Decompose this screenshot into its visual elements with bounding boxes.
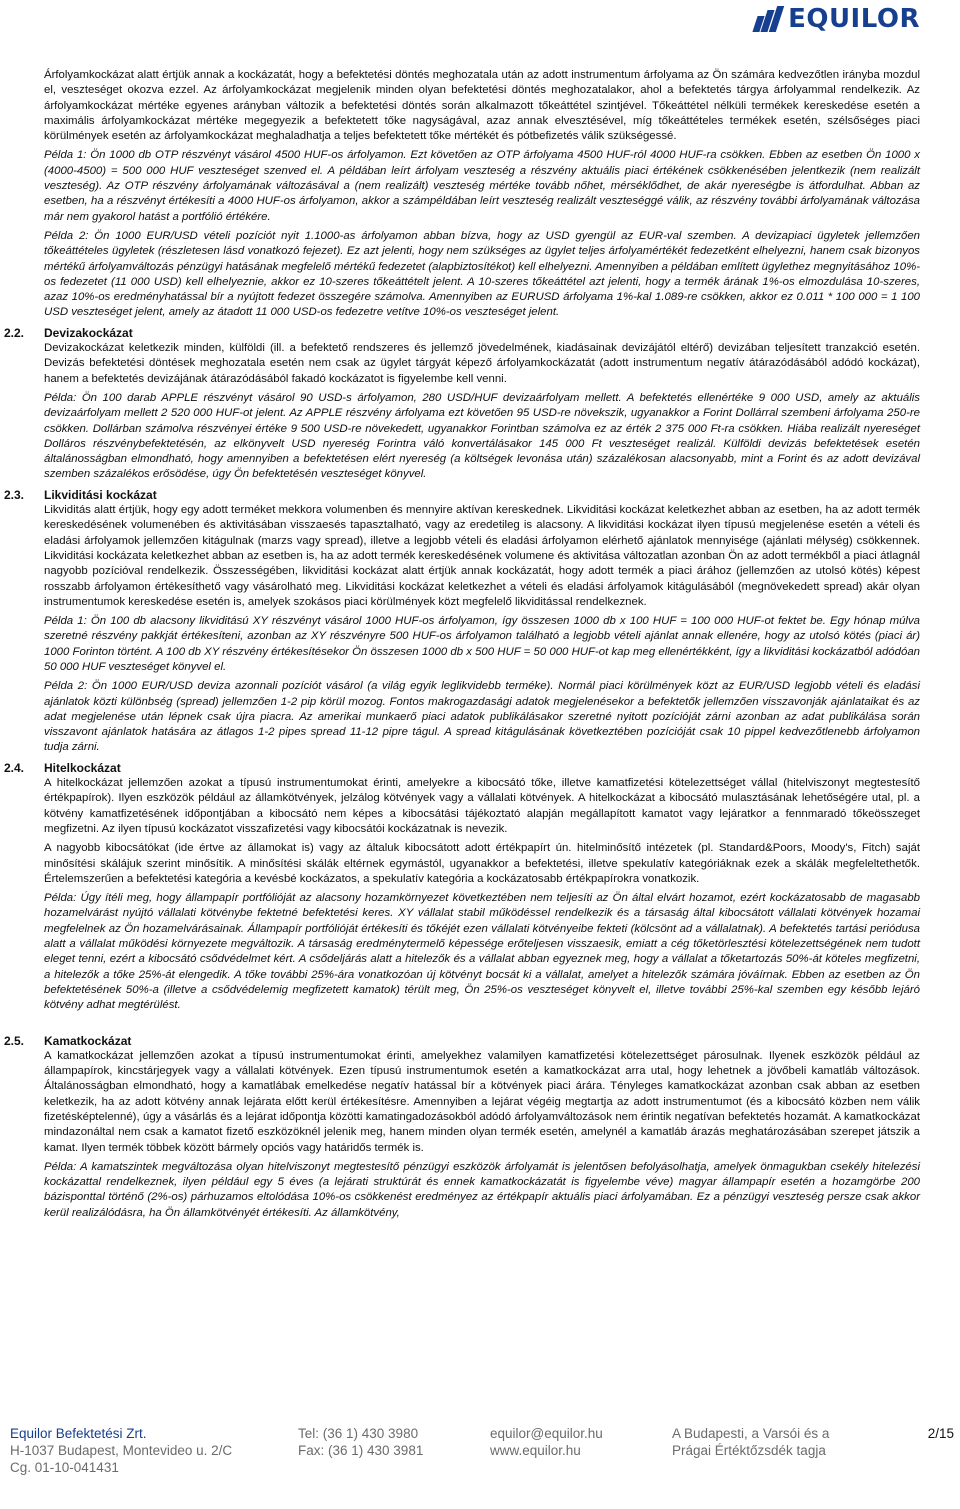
example-paragraph: Példa: Úgy ítéli meg, hogy állampapír portfólióját az alacsony hozamkörnyezet következtében nem teljesíti az Ön által elvárt hozamot, ezért kockázatosabb de magasabb hozamelvárást nyújtó vállalati kötvénybe fektetné befektetési keres. XY vállalat stabil működéssel rendelkezik és a társaság által kibocsátott vállalati kötvények hozamai megfelelnek az Ön hozamelvárásainak. Állampapír portfólióját értékesíti és tőkéjét ezen vállalati kötvényeibe fekteti (kölcsönt ad a vállalatnak). A befektetés tartási periódusa alatt a vállalat működési környezete megváltozik. A társaság eredménytermelő képessége erőteljesen visszaesik, emiatt a cég tőketörlesztési kötelezettségének nem tudott eleget tenni, ezért a kibocsátó csődvédelmet kért. A csődeljárás alatt a hitelezők és a vállalat abban egyeznek meg, hogy a vállalat a tőketartozás 50%-át köteles megfizetni, a hitelezők a tőke 25%-át elengedik. A tőke további 25%-ára vonatkozóan új kötvényt bocsát ki a vállalat, amelyet a hitelezők számára jóváírnak. Ebben az esetben az Ön befektetésének 50%-a (illetve a csődvédelemig megfizetett kamatok) térült meg, Ön 25%-os veszteséget könyvelt el, illetve további 25%-kal szemben egy később lejáró kötvény adhat megtérülést. bbox=[44, 892, 920, 1012]
footer-registration: Cg. 01-10-041431 bbox=[10, 1460, 119, 1475]
footer-tel: Tel: (36 1) 430 3980 bbox=[298, 1426, 419, 1441]
intro-paragraph: Árfolyamkockázat alatt értjük annak a kockázatát, hogy a befektetési döntés meghozatala után az adott instrumentum árfolyama az Ön számára kedvezőtlen irányba mozdul el, veszteséget okozva ezzel. Az árfolyamkockázat megjelenik minden olyan befektetési döntés meghozatalakor, ahol a befektetés tárgya árfolyammal rendelkezik. Az árfolyamkockázat mértéke egyenes arányban változik a befektetési döntés során alkalmazott tőkeáttétel szintjével. Tőkeáttétel nélküli termékek kereskedése esetén a maximális árfolyamkockázat mértéke megegyezik a befektetett tőke nagyságával, azaz annak elvesztésével, míg tőkeáttételes termékek esetén, szélsőséges piaci körülmények esetén az árfolyamkockázat meghaladhatja a teljes befektetett tőke mértékét és pótbefizetés válik szükségessé. bbox=[44, 69, 920, 143]
example-paragraph: Példa: A kamatszintek megváltozása olyan hitelviszonyt megtestesítő pénzügyi eszközök árfolyamát is jelentősen befolyásolhatja, amelyek önmagukban csekély hitelezési kockázattal rendelkeznek, ilyen például egy 5 éves (a lejárati struktúrát és ennek kamatkockázatát is figyelembe véve) magyar állampapír esetén a hozamgörbe 200 bázisponttal történő (2%-os) párhuzamos eltolódása 10%-os csökkenést eredményez az értékpapír aktuális piaci árfolyamában. Ez a pénzügyi veszteség persze csak akkor kerül realizálódásra, ha Ön államkötvényét értékesíti. Az államkötvény, bbox=[44, 1160, 920, 1219]
example-paragraph: Példa 1: Ön 100 db alacsony likviditású XY részvényt vásárol 1000 HUF-os árfolyamon, így összesen 1000 db x 100 HUF = 100 000 HUF-ot fektet be. Egy hónap múlva szeretné részvény pakkját értékesíteni, azonban az XY részvényre 500 HUF-os árfolyamon található a legjobb vételi ajánlat annak ellenére, hogy az utolsó kötés (piaci ár) 1000 Forinton történt. A 100 db XY részvény értékesítésekor Ön összesen 1000 db x 500 HUF = 50 000 HUF-ot kap meg ellenértékként, így a likviditási kockázatból adódóan 50 000 HUF veszteséget könyvel el. bbox=[44, 615, 920, 673]
section-2-4 bbox=[0, 761, 960, 1018]
page-footer bbox=[0, 1425, 960, 1509]
footer-website[interactable]: www.equilor.hu bbox=[490, 1443, 581, 1458]
section-title: Likviditási kockázat bbox=[44, 487, 157, 502]
section-paragraph: A nagyobb kibocsátókat (ide értve az államokat is) vagy az általuk kibocsátott adott értékpapírt ún. hitelminősítő intézetek (pl. Standard&Poors, Moody's, Fitch) saját minősítési skálájuk szerint minősítik. A minősítési skálák eltérnek egymástól, ugyanakkor a befektetési, illetve spekulatív kategóriáknak ezek a skálák megfeleltethetők. Értelemszerűen a befektetési kategória a kevésbé kockázatos, a spekulatív kategória a kockázatosabb értékpapírokra vonatkozik. bbox=[44, 842, 920, 885]
footer-company-block bbox=[10, 1425, 232, 1476]
footer-contact-block bbox=[490, 1425, 603, 1459]
footer-phone-block bbox=[298, 1425, 423, 1459]
section-title: Kamatkockázat bbox=[44, 1033, 132, 1048]
section-paragraph: Likviditás alatt értjük, hogy egy adott terméket mekkora volumenben és mennyire aktívan kereskednek. Likviditási kockázat keletkezhet abban az esetben, ha az adott termék kereskedésének volumenében és aktivitásában visszaesés tapasztalható, vagy az eredetileg is alacsony. A likviditási kockázat ilyen típusú megjelenése esetén a vételi és eladási árfolyamok jellemzően kitágulnak (marzs vagy spread), illetve a legjobb vételi és eladási árfolyamon elérhető ajánlatok mennyisége (ajánlati mélység) csökkennek. Likviditási kockázata keletkezhet abban az esetben is, ha az adott termék kereskedésének volumene és aktivitása változatlan azonban Ön az adott termékből a piaci átlagnál nagyobb pozícióval rendelkezik. Összességében, likviditási kockázat alatt értjük annak kockázatát, hogy adott termék a piaci árához (jellemzően az utolsó kötés) képest rosszabb árfolyamon értékesíthető vagy vásárolható meg. Likviditási kockázat keletkezhet a vételi és eladási árfolyamok kitágulásából (megnövekedett spread) akár olyan instrumentumok kereskedése esetén is, amelyek szokásos piaci körülmények közt megfelelő likviditással rendelkeznek. bbox=[44, 504, 920, 608]
footer-membership-line: A Budapesti, a Varsói és a bbox=[672, 1426, 830, 1441]
intro-block bbox=[0, 68, 960, 325]
equilor-logo bbox=[752, 4, 920, 34]
example-paragraph: Példa 2: Ön 1000 EUR/USD vételi pozíciót nyit 1.1000-as árfolyamon abban bízva, hogy az USD gyengül az EUR-val szemben. A devizapiaci ügyletek jellemzően tőkeáttételes ügyletek (részletesen lásd vonatkozó fejezet). Ez azt jelenti, hogy nem szükséges az ügylet teljes árfolyamértékét fedezetként elhelyezni, hanem csak bizonyos mértékű árfolyamváltozás pénzügyi hatásának megfelelő mértékű fedezetet (alapbiztosítékot) kell elhelyezni. Amennyiben a példában említett ügylethez megnyitásához 10%-os fedezetet (11 000 USD) kell elhelyeznie, akkor ez 10-szeres tőkeáttételt jelent. A 10-szeres tőkeáttétel azt jelenti, hogy a termék árának 1%-os elmozdulása 10-szeres, azaz 10%-os eredményhatással bír a nyújtott fedezet összegére számolva. Amennyiben az EURUSD árfolyama 1%-kal 1.089-re csökken, akkor ez 0.011 * 100 000 = 1 100 USD veszteséget jelent, amely az átadott 11 000 USD-os fedezetre vetítve 10%-os veszteséget jelent. bbox=[44, 229, 920, 319]
section-number: 2.3. bbox=[4, 487, 25, 502]
section-paragraph: Devizakockázat keletkezik minden, külföldi (ill. a befektető rendszeres és jellemző jövedelmének, kiadásainak devizájától eltérő) devizában teljesített tranzakció esetén. Devizás befektetési döntések meghozatala esetén nem csak az ügylet tárgyát képező árfolyamkockázatát (adott instrumentum negatív átárazódásából adódó kockázat), hanem a befektetés devizájának átárazódásából fakadó kockázatot is figyelembe kell venni. bbox=[44, 342, 920, 385]
footer-address: H-1037 Budapest, Montevideo u. 2/C bbox=[10, 1443, 233, 1458]
footer-membership-line: Prágai Értéktőzsdék tagja bbox=[672, 1443, 826, 1458]
section-paragraph: A hitelkockázat jellemzően azokat a típusú instrumentumokat érinti, amelyekre a kibocsátó tőke, illetve kamatfizetési kötelezettséget vállal (hitelviszonyt megtestesítő értékpapírok). Ilyen eszközök például az államkötvények, jelzálog kötvények vagy a vállalati kötvények. A hitelkockázat a kibocsátó mulasztásának lehetőségére utal, pl. a kötvény kamatfizetésének időpontjában a kibocsátó nem képes a kibocsátási tájékoztató alapján megállapított kamatot vagy lejáratkor a fennmaradó tőkeösszeget megfizetni. Az ilyen típusú kockázatot visszafizetési vagy kibocsátói kockázatnak is nevezik. bbox=[44, 777, 920, 835]
logo-text: EQUILOR bbox=[788, 4, 920, 34]
page-header bbox=[0, 0, 960, 40]
example-paragraph: Példa 1: Ön 1000 db OTP részvényt vásárol 4500 HUF-os árfolyamon. Ezt követően az OTP árfolyama 4500 HUF-ról 4000 HUF-ra csökken. Ebben az esetben Ön 1000 x (4000-4500) = 500 000 HUF veszteséget szenved el. A példában leírt árfolyam veszteség a részvény aktuális piaci értékének csökkenésében jelentkezik (nem realizált veszteség). Az OTP részvény árfolyamának változásával a (nem realizált) veszteség mértéke tovább nőhet, mérséklődhet, de akár nyereségbe is átfordulhat. Abban az esetben, ha a részvényt értékesíti a 4000 HUF-os árfolyamon, akkor a számpéldában leírt veszteség realizált veszteséggé válik, az részvény további árfolyamának változása már nem gyakorol hatást a portfólió értékére. bbox=[44, 149, 920, 223]
section-title: Devizakockázat bbox=[44, 325, 133, 340]
section-title: Hitelkockázat bbox=[44, 760, 121, 775]
document-body bbox=[0, 68, 960, 1225]
page-number: 2/15 bbox=[927, 1426, 954, 1441]
footer-company-name: Equilor Befektetési Zrt. bbox=[10, 1426, 147, 1441]
example-paragraph: Példa: Ön 100 darab APPLE részvényt vásárol 90 USD-s árfolyamon, 280 USD/HUF devizaárfolyam mellett. A befektetés ellenértéke 9 000 USD, amely az aktuális devizaárfolyam mellett 2 520 000 HUF-ot jelent. Az APPLE részvény árfolyama ezt követően 95 USD-re növekszik, ugyanakkor a Forint Dollárral szembeni árfolyama 250-re csökken. Dollárban számolva részvényei értéke 9 500 USD-re növekedett, ugyanakkor Forintban számolva ez az érték 2 375 000 Ft-ra csökken. Hiába realizált nyereséget Dolláros részvénybefektetésén, az elkönyvelt USD nyereség Forintra váló konvertálásakor 145 000 Ft veszteséget realizál. Külföldi devizás befektetések esetén általánosságban elmondható, hogy amennyiben a befektetésen elért nyereség (a költségek levonása után) százalékosan alacsonyabb, mint a Forint és az adott devizával szemben százalékos erősödése, úgy Ön befektetésén veszteséget könyvel. bbox=[44, 391, 920, 481]
footer-fax: Fax: (36 1) 430 3981 bbox=[298, 1443, 424, 1458]
example-paragraph: Példa 2: Ön 1000 EUR/USD deviza azonnali pozíciót vásárol (a világ egyik leglikvidebb terméke). Normál piaci körülmények közt az EUR/USD legjobb vételi és eladási ajánlatok közti különbség (spread) jellemzően 1-2 pip körül mozog. Fontos makrogazdasági adatok megjelenésekor a befektetők jellemzően visszavonják ajánlataikat és az adat megjelenése után lépnek csak újra piacra. Az amerikai munkaerő piaci adatok publikálásakor szeretné nyitott pozícióját zárni azonban az adat publikálása során visszavont ajánlatok hatására az átlagos 1-2 pipes spread 11-12 pipre tágul. A spread kitágulásának következtében pozícióját csak 10 pippel kedvezőtlenebb árfolyamon tudja zárni. bbox=[44, 680, 920, 754]
footer-membership-block bbox=[672, 1425, 829, 1459]
section-2-3 bbox=[0, 488, 960, 760]
section-number: 2.2. bbox=[4, 325, 25, 340]
section-number: 2.4. bbox=[4, 760, 25, 775]
section-number: 2.5. bbox=[4, 1033, 25, 1048]
section-paragraph: A kamatkockázat jellemzően azokat a típusú instrumentumokat érinti, amelyekhez valamilyen kamatfizetési kötelezettséget párosulnak. Ilyenek eszközök például az állampapírok, kincstárjegyek vagy a vállalati kötvények. Ezen típusú instrumentumok esetén a kamatkockázat arra utal, hogy lehetnek a jövőbeli kamatláb változások. Általánosságban elmondható, hogy a kamatlábak emelkedése negatív hatással bír a kötvények piaci árára. Tényleges kamatkockázat azonban csak abban az esetben keletkezik, ha az adott kötvény annak lejárata előtt kerül értékesítésre. Amennyiben a lejárat végéig megtartja az adott instrumentumot (és a kibocsátó közben nem válik fizetésképtelenné), úgy a vásárlás és a lejárat időpontja közötti kamatingadozásokból adódó árfolyamváltozások nem érintik negatívan befektetés hozamát. A kamatkockázat mindazonáltal nem csak a kamatot fizető eszközöknél jelenik meg, hanem minden olyan termék esetén, amelynél a kamatláb árazás meghatározásában szerepet játszik a kamat. Ilyen termék többek között bármely opciós vagy határidős termék is. bbox=[44, 1049, 920, 1154]
section-2-5 bbox=[0, 1034, 960, 1226]
section-2-2 bbox=[0, 326, 960, 487]
equilor-logo-icon bbox=[752, 6, 782, 32]
footer-email[interactable]: equilor@equilor.hu bbox=[490, 1426, 603, 1441]
